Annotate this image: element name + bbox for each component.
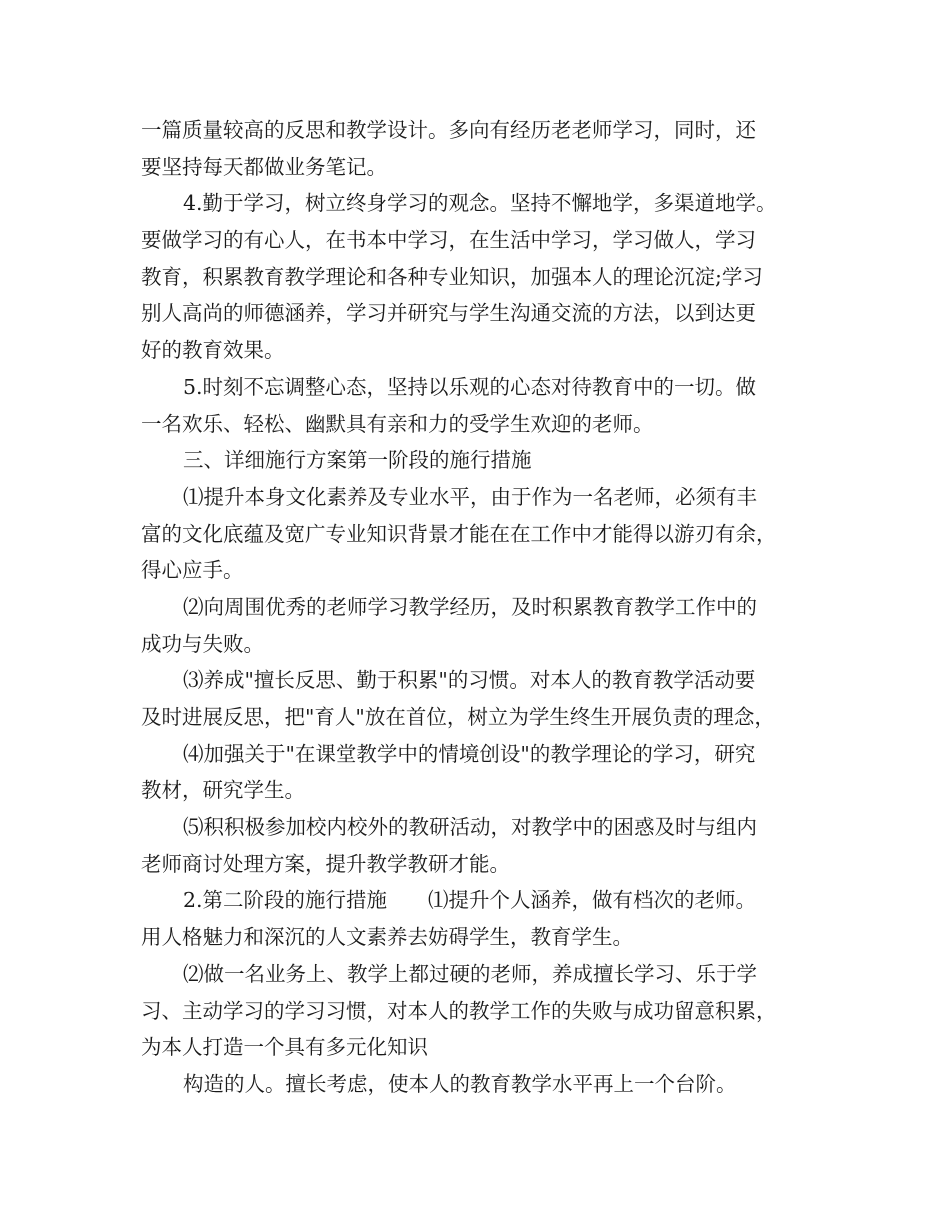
text-line: 2.第二阶段的施行措施 ⑴提升个人涵养，做有档次的老师。 [183,888,757,913]
text-line: 习、主动学习的学习习惯，对本人的教学工作的失败与成功留意积累， [141,998,777,1023]
text-line: 为本人打造一个具有多元化知识 [141,1035,428,1060]
text-line: ⑵做一名业务上、教学上都过硬的老师，养成擅长学习、乐于学 [183,961,757,986]
text-line: 要做学习的有心人，在书本中学习，在生活中学习，学习做人，学习 [141,228,756,253]
document-body [141,112,831,1103]
text-line: 及时进展反思，把"育人"放在首位，树立为学生终生开展负责的理念， [141,705,775,729]
text-line: ⑶养成"擅长反思、勤于积累"的习惯。对本人的教育教学活动要 [183,668,756,693]
text-line: 教材，研究学生。 [141,778,305,803]
text-line: 成功与失败。 [141,631,264,656]
text-line: ⑴提升本身文化素养及专业水平，由于作为一名老师，必须有丰 [183,484,757,509]
text-line: 一名欢乐、轻松、幽默具有亲和力的受学生欢迎的老师。 [141,411,654,436]
text-line: 别人高尚的师德涵养，学习并研究与学生沟通交流的方法，以到达更 [141,301,756,326]
text-line: 要坚持每天都做业务笔记。 [141,154,387,179]
text-line: 三、详细施行方案第一阶段的施行措施 [183,448,532,473]
text-line: 好的教育效果。 [141,338,285,363]
text-line: 用人格魅力和深沉的人文素养去妨碍学生，教育学生。 [141,925,633,950]
text-line: ⑷加强关于"在课堂教学中的情境创设"的教学理论的学习，研究 [183,741,756,766]
text-line: ⑵向周围优秀的老师学习教学经历，及时积累教育教学工作中的 [183,594,757,619]
text-line: 得心应手。 [141,558,244,583]
text-line: 5.时刻不忘调整心态，坚持以乐观的心态对待教育中的一切。做 [183,374,757,399]
text-line: 构造的人。擅长考虑，使本人的教育教学水平再上一个台阶。 [183,1071,737,1096]
text-line: 4.勤于学习，树立终身学习的观念。坚持不懈地学，多渠道地学。 [183,191,777,216]
text-line: 老师商讨处理方案，提升教学教研才能。 [141,851,510,876]
text-line: 富的文化底蕴及宽广专业知识背景才能在在工作中才能得以游刃有余， [141,521,777,546]
text-line: 教育，积累教育教学理论和各种专业知识，加强本人的理论沉淀;学习 [141,264,763,289]
text-line: ⑸积积极参加校内校外的教研活动，对教学中的困惑及时与组内 [183,815,757,840]
text-line: 一篇质量较高的反思和教学设计。多向有经历老老师学习，同时，还 [141,118,756,142]
